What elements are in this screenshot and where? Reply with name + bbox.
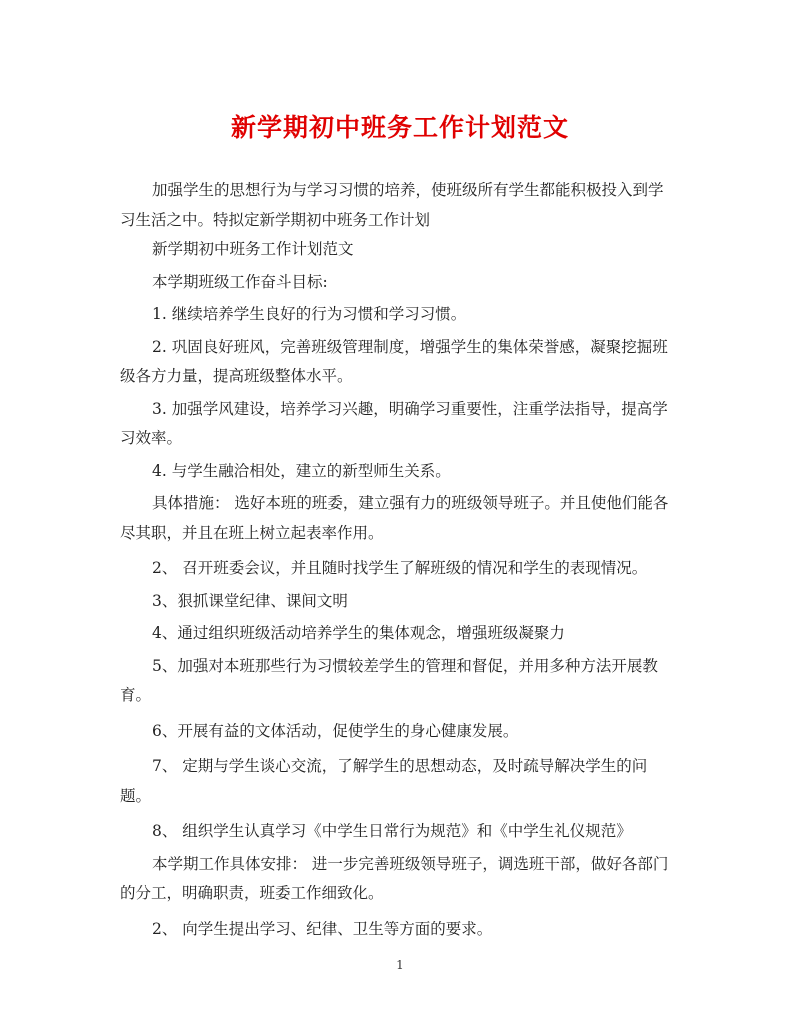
paragraph-measures-4: 4、通过组织班级活动培养学生的集体观念，增强班级凝聚力: [152, 624, 565, 642]
paragraph-measures-6: 6、开展有益的文体活动，促使学生的身心健康发展。: [152, 721, 519, 740]
paragraph-subtitle: 新学期初中班务工作计划范文: [152, 240, 354, 258]
paragraph-goal-4: 4. 与学生融洽相处，建立的新型师生关系。: [152, 461, 451, 480]
paragraph-schedule-2: 2、 向学生提出学习、纪律、卫生等方面的要求。: [152, 919, 493, 938]
paragraph-goals-heading: 本学期班级工作奋斗目标:: [152, 272, 328, 291]
document-body: [120, 176, 678, 944]
paragraph-measures-3: 3、狠抓课堂纪律、课间文明: [152, 591, 348, 610]
paragraph-goal-1: 1. 继续培养学生良好的行为习惯和学习习惯。: [152, 305, 467, 323]
paragraph-goal-2: 2. 巩固良好班风，完善班级管理制度，增强学生的集体荣誉感，凝聚挖掘班级各方力量，提高班级整体水平。: [120, 337, 668, 385]
page-title: 新学期初中班务工作计划范文: [230, 113, 569, 142]
paragraph-measures-8: 8、 组织学生认真学习《中学生日常行为规范》和《中学生礼仪规范》: [152, 822, 632, 840]
paragraph-measures-7: 7、 定期与学生谈心交流，了解学生的思想动态，及时疏导解决学生的问题。: [120, 757, 648, 805]
paragraph-goal-3: 3. 加强学风建设，培养学习兴趣，明确学习重要性，注重学法指导，提高学习效率。: [120, 399, 668, 447]
page-number: 1: [396, 958, 404, 972]
paragraph-intro: 加强学生的思想行为与学习习惯的培养，使班级所有学生都能积极投入到学习生活之中。特拟定新学期初中班务工作计划: [120, 181, 664, 229]
paragraph-schedule-1: 本学期工作具体安排： 进一步完善班级领导班子，调选班干部，做好各部门的分工，明确职责，班委工作细致化。: [120, 854, 669, 902]
paragraph-measures-2: 2、 召开班委会议，并且随时找学生了解班级的情况和学生的表现情况。: [152, 559, 648, 577]
paragraph-measures-1: 具体措施： 选好本班的班委，建立强有力的班级领导班子。并且使他们能各尽其职，并且在班上树立起表率作用。: [120, 494, 669, 542]
paragraph-measures-5: 5、加强对本班那些行为习惯较差学生的管理和督促，并用多种方法开展教育。: [120, 656, 658, 704]
